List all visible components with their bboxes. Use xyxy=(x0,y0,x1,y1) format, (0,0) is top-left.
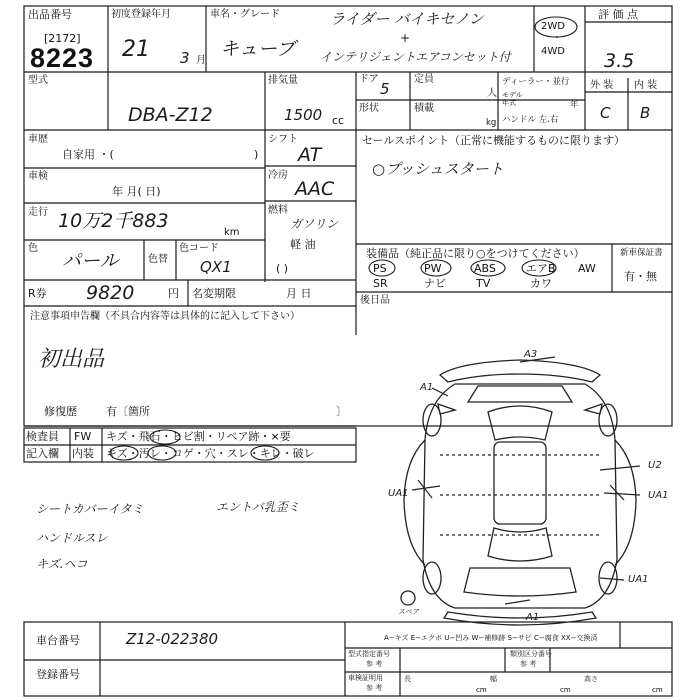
repair-value: 有〔箇所 xyxy=(106,405,150,418)
cert-label: 車検証明用 xyxy=(348,674,383,682)
lot-number: 8223 xyxy=(30,43,95,73)
warranty-value: 有・無 xyxy=(624,270,657,283)
handle-label: ハンドル 左.右 xyxy=(502,115,559,125)
car-name: キューブ xyxy=(220,38,296,60)
car-name-label: 車名・グレード xyxy=(210,9,280,20)
recycle-unit: 円 xyxy=(168,287,179,300)
inspector-interior-tag: 内装 xyxy=(72,447,94,460)
height-label: 高さ xyxy=(584,675,598,683)
remark-dents: キズ.ヘコ xyxy=(36,557,88,571)
damage-mark-left-door: UA1 xyxy=(388,488,409,499)
warranty-label: 新車保証書 xyxy=(620,248,663,258)
drive-4wd: 4WD xyxy=(541,46,565,57)
width-label: 幅 xyxy=(490,675,497,683)
mileage-value: 10万2千883 xyxy=(58,210,169,232)
interior-grade: B xyxy=(640,104,651,122)
inspector-interior-items: キズ・汚レ・コゲ・穴・スレ・キレ・破レ xyxy=(106,447,315,460)
model-code: DBA-Z12 xyxy=(128,104,213,126)
equip-ps: PS xyxy=(373,262,387,275)
shift-value: AT xyxy=(298,144,322,166)
category-label: 類別区分番号 xyxy=(510,650,552,658)
chassis-value: Z12-022380 xyxy=(126,630,219,648)
model-year-label2: 年式 xyxy=(502,99,516,107)
color-value: パール xyxy=(62,250,119,272)
damage-mark-right-front-door: U2 xyxy=(648,460,662,471)
rating-value: 3.5 xyxy=(604,50,635,72)
damage-mark-right-rear-door: UA1 xyxy=(648,490,669,501)
trim-color-label: 色替 xyxy=(148,254,168,265)
title-expiry-label: 名変期限 xyxy=(192,287,236,300)
equip-sr: SR xyxy=(373,277,388,290)
inspector-fw: FW xyxy=(74,430,92,443)
fuel-parens: ( ) xyxy=(276,262,289,275)
inspector-label: 検査員 xyxy=(26,430,59,443)
inspector-exterior-items: キズ・飛石・ヒビ割・リペア跡・×要 xyxy=(106,430,291,443)
damage-mark-rear-right: UA1 xyxy=(628,574,649,585)
remark-seat-cover: シートカバーイタミ xyxy=(36,502,144,516)
displacement-label: 排気量 xyxy=(268,75,298,86)
first-reg-label: 初度登録年月 xyxy=(111,9,171,20)
repair-label: 修復歴 xyxy=(44,405,77,418)
length-label: 長 xyxy=(404,675,411,683)
height-unit: cm xyxy=(652,686,663,694)
grade-line1: ライダー バイキセノン xyxy=(330,10,484,28)
mileage-label: 走行 xyxy=(28,207,48,218)
ac-label: 冷房 xyxy=(268,170,288,181)
displacement-unit: cc xyxy=(332,114,345,127)
lot-label: 出品番号 xyxy=(28,8,72,21)
color-label: 色 xyxy=(28,243,38,254)
fuel-diesel: 軽 油 xyxy=(290,238,316,251)
year-unit: 年 xyxy=(570,100,579,110)
damage-legend: A−キズ E−エクボ U−凹み W−補修跡 S−サビ C−腐食 XX−交換済 xyxy=(384,634,598,642)
remark-steering: ハンドルスレ xyxy=(36,531,108,545)
drive-dot: ・ xyxy=(552,33,562,44)
equip-abs: ABS xyxy=(474,262,496,275)
title-expiry-value: 月 日 xyxy=(286,287,312,300)
inspection-label: 車検 xyxy=(28,171,48,182)
notes-value: 初出品 xyxy=(38,347,105,372)
equip-navi: ナビ xyxy=(424,277,446,290)
history-label: 車歴 xyxy=(28,134,48,145)
capacity-unit: 人 xyxy=(487,88,497,99)
history-close: ) xyxy=(254,148,259,161)
load-unit: kg xyxy=(486,118,497,128)
width-unit: cm xyxy=(560,686,571,694)
registration-label: 登録番号 xyxy=(36,668,80,681)
damage-mark-front-left: A1 xyxy=(420,382,434,393)
fuel-label: 燃料 xyxy=(268,205,288,216)
equip-airbag: エアB xyxy=(526,262,556,275)
drive-2wd: 2WD xyxy=(541,21,565,32)
equip-leather: カワ xyxy=(530,277,552,290)
grade-plus: + xyxy=(400,31,411,45)
entry-label: 記入欄 xyxy=(26,447,59,460)
shift-label: シフト xyxy=(268,134,298,145)
equip-aw: AW xyxy=(578,262,596,275)
exterior-grade: C xyxy=(600,104,611,122)
doors-label: ドア xyxy=(359,74,379,85)
doors-value: 5 xyxy=(380,80,390,98)
first-reg-year: 21 xyxy=(122,37,150,62)
repair-close: 〕 xyxy=(336,405,347,418)
selling-points-label: セールスポイント（正常に機能するものに限ります） xyxy=(362,134,626,147)
exterior-label: 外 装 xyxy=(590,80,614,91)
inspection-value: 年 月( 日) xyxy=(112,185,161,198)
fuel-value: ガソリン xyxy=(290,217,339,231)
dealer-label: ディーラー・並行 xyxy=(502,77,570,87)
color-code-label: 色コード xyxy=(179,243,219,254)
reference-label-1: 参 考 xyxy=(366,660,383,668)
damage-mark-rear-bumper: A1 xyxy=(526,612,540,623)
mileage-unit: km xyxy=(224,227,240,238)
capacity-label: 定員 xyxy=(414,74,434,85)
damage-mark-front-bumper: A3 xyxy=(524,349,538,360)
type-designation-label: 型式指定番号 xyxy=(348,650,390,658)
model-year-label: モデル xyxy=(502,91,523,99)
spare-tire-label: スペア xyxy=(398,608,419,616)
equipment-label: 装備品（純正品に限り○をつけてください） xyxy=(366,247,585,260)
retrofit-label: 後日品 xyxy=(360,295,390,306)
month-unit: 月 xyxy=(196,55,206,66)
length-unit: cm xyxy=(476,686,487,694)
notes-label: 注意事項申告欄（不具合内容等は具体的に記入して下さい） xyxy=(30,311,300,322)
lot-code: [2172] xyxy=(44,32,81,45)
ac-value: AAC xyxy=(295,178,335,200)
equip-tv: TV xyxy=(476,277,491,290)
first-reg-month: 3 xyxy=(180,49,190,67)
selling-points-value: ○プッシュスタート xyxy=(372,160,504,178)
load-label: 積載 xyxy=(414,103,434,114)
color-code-value: QX1 xyxy=(200,258,232,276)
reference-label-3: 参 考 xyxy=(366,684,383,692)
history-value: 自家用 ・( xyxy=(62,148,114,161)
reference-label-2: 参 考 xyxy=(520,660,537,668)
interior-label: 内 装 xyxy=(634,80,658,91)
shape-label: 形状 xyxy=(359,103,379,114)
remark-entry: エントバ乳歪ミ xyxy=(216,500,300,514)
chassis-label: 車台番号 xyxy=(36,634,80,647)
equip-pw: PW xyxy=(424,262,442,275)
grade-line2: インテリジェントエアコンセット付 xyxy=(320,50,511,64)
model-label: 型式 xyxy=(28,75,48,86)
recycle-value: 9820 xyxy=(86,282,135,304)
recycle-label: R券 xyxy=(28,287,47,300)
rating-label: 評 価 点 xyxy=(598,8,638,21)
displacement-value: 1500 xyxy=(284,106,323,124)
